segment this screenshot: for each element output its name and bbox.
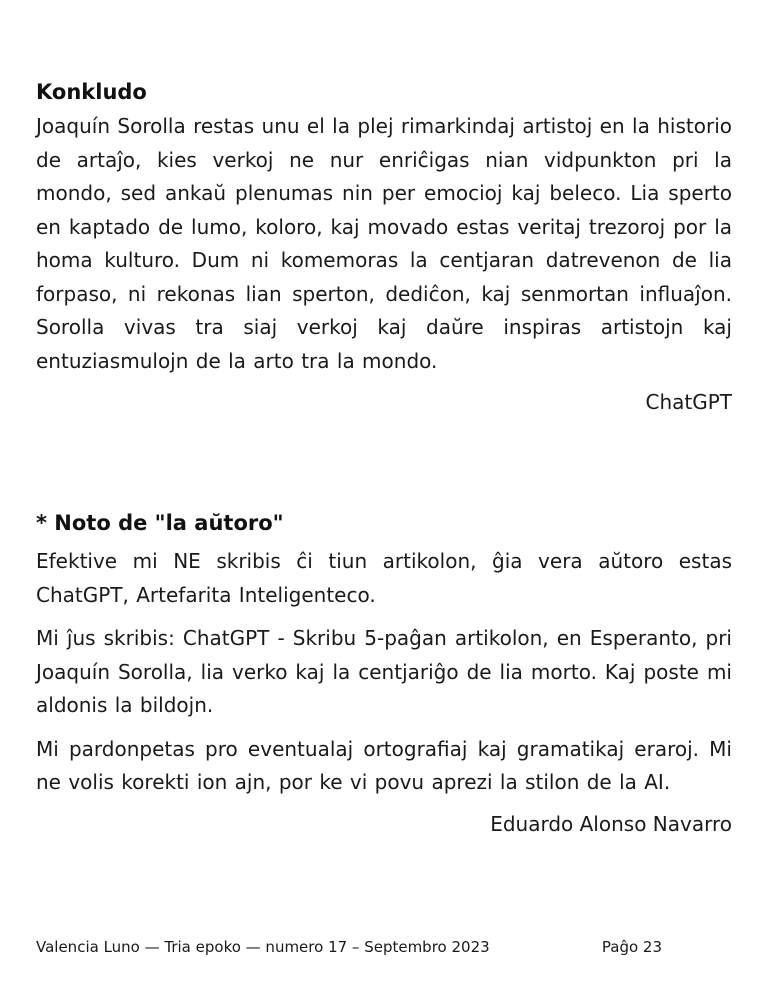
author-note-paragraph: Mi pardonpetas pro eventualaj ortografiaj kaj gramatikaj eraroj. Mi ne volis korekti ion ajn, por ke vi povu aprezi la stilon de la AI. [36, 736, 732, 794]
conclusion-body: Joaquín Sorolla restas unu el la plej rimarkindaj artistoj en la historio de artaĵo, kies verkoj ne nur enriĉigas nian vidpunkton pri la mondo, sed ankaŭ plenumas nin per emocioj kaj beleco. Lia sperto en kaptado de lumo, koloro, kaj movado estas veritaj trezoroj por la homa kulturo. Dum ni komemoras la centjaran datrevenon de lia forpaso, ni rekonas lian sperton, dediĉon, kaj senmortan influaĵon. Sorolla vivas tra siaj verkoj kaj daŭre inspiras artistojn kaj entuziasmulojn de la arto tra la mondo. [36, 114, 732, 373]
author-note-paragraph: Efektive mi NE skribis ĉi tiun artikolon, ĝia vera aŭtoro estas ChatGPT, Artefarita Inteligenteco. [36, 549, 732, 607]
author-signature: Eduardo Alonso Navarro [490, 811, 732, 836]
author-note-heading: * Noto de "la aŭtoro" [36, 511, 284, 535]
conclusion-section [36, 74, 732, 419]
conclusion-heading: Konkludo [36, 80, 147, 104]
page-number: Paĝo 23 [601, 938, 662, 956]
author-note-paragraph: Mi ĵus skribis: ChatGPT - Skribu 5-paĝan artikolon, en Esperanto, pri Joaquín Sorolla, lia verko kaj la centjariĝo de lia morto. Kaj poste mi aldonis la bildojn. [36, 626, 732, 717]
author-note-section [36, 505, 732, 841]
footer-publication: Valencia Luno — Tria epoko — numero 17 – Septembro 2023 [36, 938, 490, 956]
conclusion-signature: ChatGPT [645, 390, 732, 414]
page-footer [36, 936, 662, 958]
